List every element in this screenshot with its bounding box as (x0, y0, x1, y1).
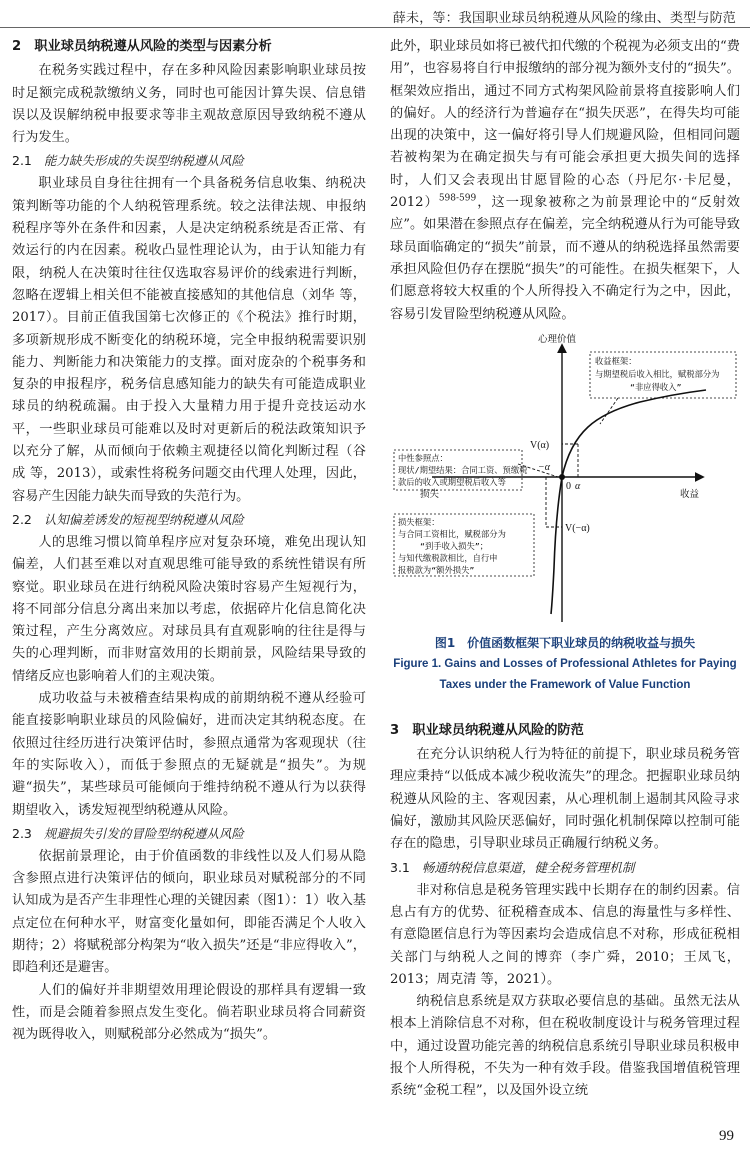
x-axis-right-label: 收益 (680, 488, 700, 500)
gain-frame-text (595, 356, 719, 392)
section-2-heading: 2 职业球员纳税遵从风险的类型与因素分析 (12, 39, 272, 54)
subsection-number: 2.2 (12, 511, 32, 527)
subsection-2-3-heading (12, 823, 366, 845)
figure-caption-cn: 图1 价值函数框架下职业球员的纳税收益与损失 (434, 635, 696, 650)
value-function-diagram (390, 332, 740, 632)
paragraph: 依据前景理论，由于价值函数的非线性以及人们易从隐含参照点进行决策评估的倾向，职业球员对赋税部分的不同认知成为是否产生非理性心理的关键因素（图1）：1）收入基点定位在何种水平，财富变化量如何，即能否满足个人收入期待；2）将赋税部分构架为“收入损失”还是“非应得收入”，即趋利还是避害。 (12, 848, 366, 976)
figure-caption-en-line: Taxes under the Framework of Value Function (439, 678, 691, 691)
header-rule (0, 27, 750, 28)
alpha-label: α (575, 480, 581, 492)
neutral-frame-text (398, 453, 528, 487)
loss-frame-line: “到手收入损失”； (420, 540, 489, 551)
subsection-title: 能力缺失形成的失误型纳税遵从风险 (43, 153, 244, 169)
origin-point (559, 474, 565, 480)
citation-pages: 598-599 (438, 193, 477, 204)
paragraph (390, 36, 740, 326)
paragraph: 职业球员自身往往拥有一个具备税务信息收集、纳税决策判断等功能的个人纳税管理系统。较之法律法规、申报纳税程序等外在条件和因素，人是决定纳税系统是否正常、有效运行的内在因素。税收凸显性理论认为，由于认知能力有限，纳税人在决策时往往仅选取容易评价的线索进行判断，忽略在逻辑上相关但不能被直接感知的其他信息（刘华 等，2017）。目前正值我国第七次修正的《个税法》推行时期，多项新规形成不断变化的纳税环境，完全申报纳税需要识别能力、判断能力和决策能力的支撑。面对庞杂的个税事务和复杂的申报程序，税务信息感知能力的缺失有可能造成职业球员的纳税疏漏。由于投入大量精力用于提升竞技运动水平，一些职业球员可能难以及时对更新后的税法政策知识予以充分了解，从而倾向于依赖主观捷径以简化判断过程（谷成 等，2013），或索性将税务问题交由代理人处理，因此，容易产生因能力缺失而导致的失范行为。 (12, 176, 366, 504)
neutral-frame-line: 款后的收入或期望税后收入等 (398, 476, 506, 487)
running-title: 薛未，等：我国职业球员纳税遵从风险的缘由、类型与防范 (392, 11, 736, 26)
neutral-frame-line: 现状/期望结果：合同工资、预缴税 (398, 464, 528, 475)
y-axis-label: 心理价值 (538, 333, 577, 345)
loss-frame-line: 报税款为“额外损失” (398, 564, 475, 575)
v-alpha-label: V(α) (530, 439, 550, 451)
subsection-number: 2.3 (12, 825, 32, 841)
figure-caption-en-line: Figure 1. Gains and Losses of Professional Athletes for Paying (393, 657, 737, 670)
right-column (390, 36, 740, 1103)
subsection-number: 3.1 (390, 859, 410, 875)
gain-frame-line: 收益框架： (595, 355, 637, 366)
loss-frame-line: 与知代缴税款相比，自行申 (398, 552, 498, 563)
paragraph: 人的思维习惯以简单程序应对复杂环境，难免出现认知偏差，人们甚至难以对直观思维可能导致的系统性错误有所察觉。职业球员在进行纳税风险决策时容易产生短视行为，将不同部分信息分离出来加以考虑，依据碎片化信息简化决策过程，产生分离效应。对球员具有直观影响的往往是得与失的心理判断，而非财富效用的长期前景，风险结果导致的情绪反应也影响着人们的主观决策。 (12, 534, 366, 684)
subsection-title: 畅通纳税信息渠道，健全税务管理机制 (421, 859, 635, 875)
loss-frame-text (398, 517, 506, 575)
subsection-2-1-heading (12, 150, 366, 172)
v-neg-alpha-label: V(−α) (565, 522, 590, 534)
paragraph-text: ，这一现象被称之为前景理论中的“反射效应”。如果潜在参照点存在偏差，完全纳税遵从行为可能导致球员面临确定的“损失”前景，而不遵从的纳税选择虽然需要承担风险但仍存在摆脱“损失”的可能性。在损失框架下，人们愿意将较大权重的个人所得投入不确定行为之中，因此，容易引发冒险型纳税遵从风险。 (390, 195, 740, 322)
neg-alpha-label: −α (538, 461, 550, 473)
subsection-2-2-heading (12, 509, 366, 531)
section-3-heading: 3 职业球员纳税遵从风险的防范 (390, 722, 584, 738)
gain-frame-line: 与期望税后收入相比，赋税部分为 (595, 368, 720, 379)
page-number: 99 (719, 1128, 734, 1144)
paragraph: 在税务实践过程中，存在多种风险因素影响职业球员按时足额完成税款缴纳义务，同时也可能因计算失误、信息错误以及误解纳税申报要求等非主观故意原因导致纳税不遵从行为发生。 (12, 63, 366, 146)
figure-1 (390, 332, 740, 720)
paragraph: 非对称信息是税务管理实践中长期存在的制约因素。信息占有方的优势、征税稽查成本、信息的海量性与多样性、有意隐匿信息行为等因素均会造成信息不对称，形成征税相关部门与纳税人之间的博弈（李广舜，2010；王凤飞，2013；周克清 等，2021）。 (390, 882, 740, 987)
subsection-title: 规避损失引发的冒险型纳税遵从风险 (43, 825, 244, 841)
subsection-number: 2.1 (12, 153, 32, 169)
value-curve-loss (551, 477, 562, 614)
gain-frame-line: “非应得收入” (630, 381, 682, 392)
neutral-frame-line: 中性参照点： (398, 452, 448, 463)
value-curve (562, 390, 706, 477)
x-axis-left-label: 损失 (420, 488, 440, 500)
figure-caption-en (390, 654, 740, 696)
paragraph: 人们的偏好并非期望效用理论假设的那样具有逻辑一致性，而是会随着参照点发生变化。倘若职业球员将合同薪资视为既得收入，则赋税部分必然成为“损失”。 (12, 982, 366, 1043)
paragraph: 在充分认识纳税人行为特征的前提下，职业球员税务管理应秉持“以低成本减少税收流失”的理念。把握职业球员纳税遵从风险的主、客观因素，从心理机制上遏制其风险寻求偏好，激励其风险厌恶偏好，同时强化机制保障以控制可能存在的隐患，引导职业球员正确履行纳税义务。 (390, 747, 740, 852)
origin-label: 0 (566, 480, 571, 492)
loss-frame-line: 损失框架： (398, 516, 440, 527)
paragraph-text: 此外，职业球员如将已被代扣代缴的个税视为必须支出的“费用”，也容易将自行申报缴纳的部分视为额外支付的“损失”。框架效应指出，通过不同方式构架风险前景将直接影响人们的偏好。人的经济行为普遍存在“损失厌恶”，在得失均可能出现的决策中，这一偏好将引导人们规避风险，但相同问题若被构架为在确定损失与有可能会承担更大损失间的选择时，人们又会表现出甘愿冒险的心态（丹尼尔·卡尼曼，2012） (390, 39, 740, 211)
loss-frame-line: 与合同工资相比，赋税部分为 (398, 528, 506, 539)
paragraph: 成功收益与未被稽查结果构成的前期纳税不遵从经验可能直接影响职业球员的风险偏好，进而决定其纳税态度。在依照过往经历进行决策评估时，参照点通常为客观现状（往年的实际收入），而低于参照点的无疑就是“损失”。为规避“损失”，某些球员可能倾向于维持纳税不遵从行为以获得期望收入，诱发短视型纳税遵从风险。 (12, 691, 366, 818)
subsection-title: 认知偏差诱发的短视型纳税遵从风险 (43, 511, 244, 527)
subsection-3-1-heading (390, 857, 740, 879)
left-column (12, 36, 366, 1046)
paragraph: 纳税信息系统是双方获取必要信息的基础。虽然无法从根本上消除信息不对称，但在税收制度设计与税务管理过程中，通过设置功能完善的纳税信息系统引导职业球员积极申报个人所得税，不失为一种有效手段。借鉴我国增值税管理系统“金税工程”，以及国外设立统 (390, 994, 740, 1099)
